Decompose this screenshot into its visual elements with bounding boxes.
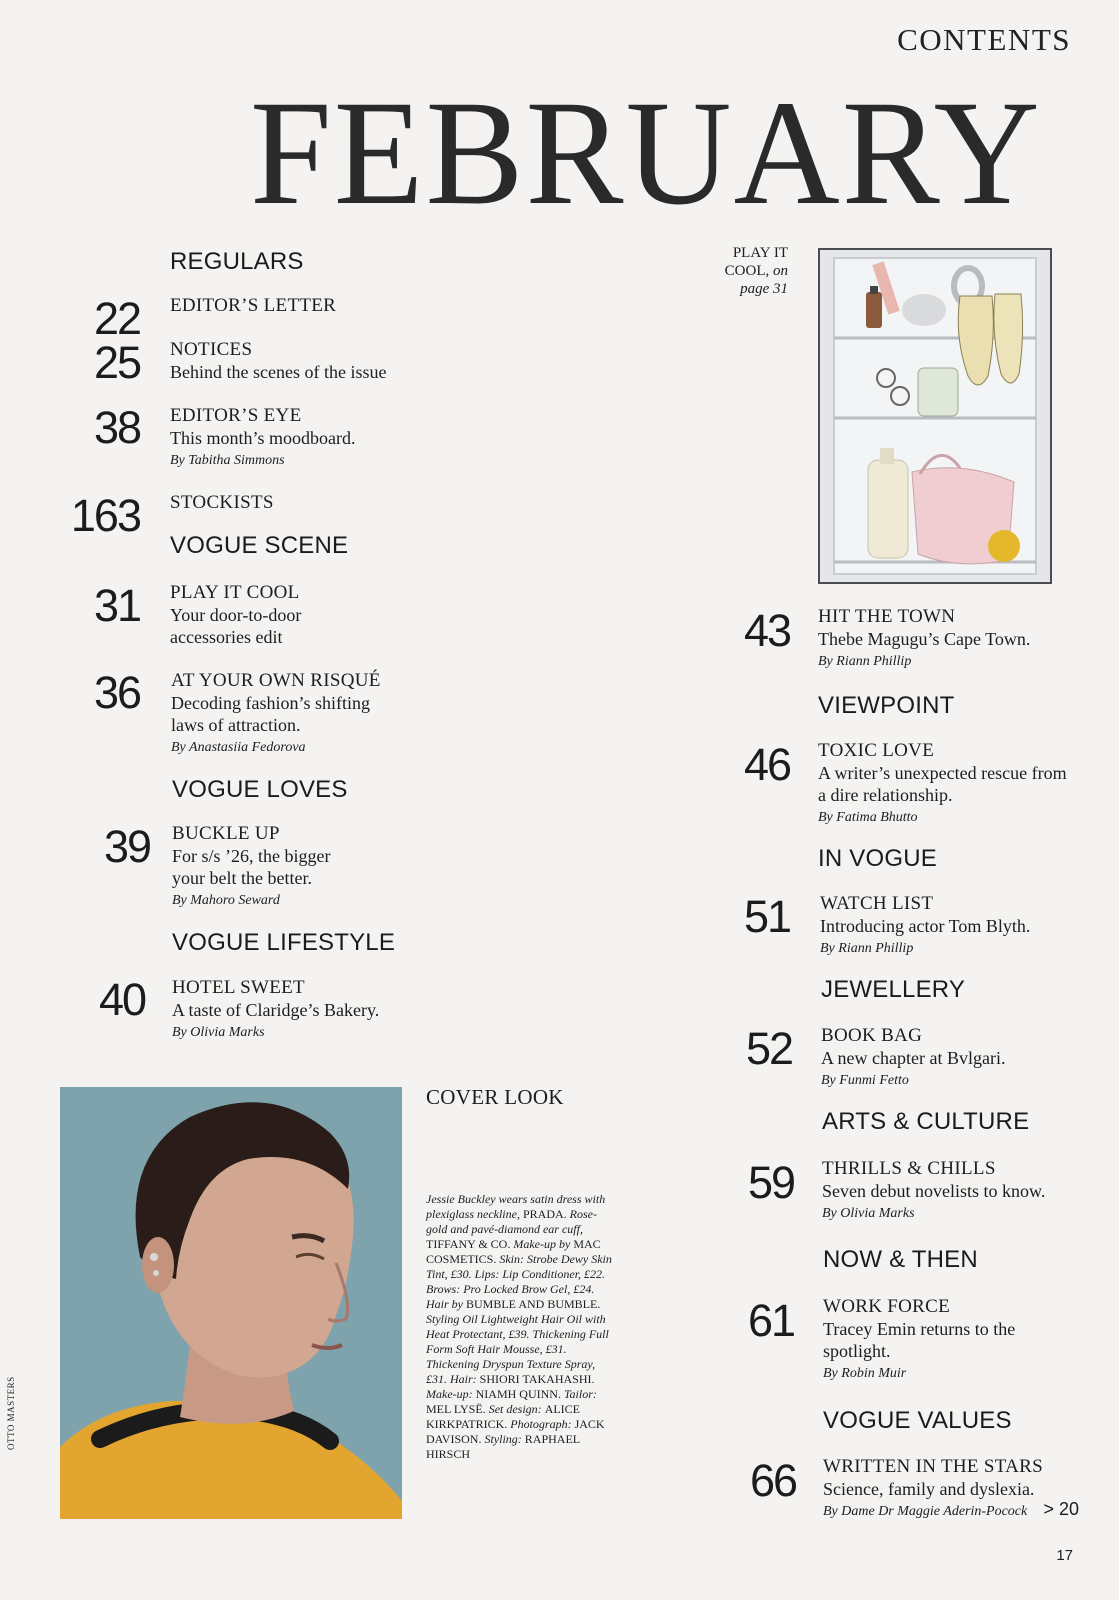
credit-text: ALICE KIRKPATRICK. — [426, 1402, 581, 1431]
page-number: 46 — [743, 739, 790, 790]
entry-description: Decoding fashion’s shifting laws of attraction. — [171, 693, 370, 735]
entry-description: A taste of Claridge’s Bakery. — [172, 1000, 380, 1020]
credit-text: JACK DAVISON. — [426, 1417, 605, 1446]
entry-title: EDITOR’S LETTER — [170, 295, 337, 316]
entry-byline: By Riann Phillip — [818, 654, 912, 669]
entry-title: BOOK BAG — [821, 1025, 923, 1046]
page-number: 40 — [98, 974, 145, 1025]
entry-byline: By Riann Phillip — [820, 941, 914, 956]
entry-description: Behind the scenes of the issue — [170, 362, 387, 382]
issue-month-title: FEBRUARY — [250, 70, 1042, 236]
cover-portrait-illustration — [60, 1087, 402, 1519]
page-number: 61 — [747, 1295, 794, 1346]
credit-text: MEL LYSË. — [426, 1402, 489, 1416]
photo-credit-vertical: OTTO MASTERS — [6, 1376, 16, 1450]
credit-text: Rose-gold and pavé-diamond ear cuff, — [426, 1207, 597, 1236]
toc-entry[interactable] — [170, 492, 500, 514]
fridge-illustration — [820, 250, 1050, 582]
credit-text: Tailor: — [563, 1387, 597, 1401]
toc-entry[interactable] — [822, 1158, 1119, 1225]
caption-text: COOL, — [724, 263, 770, 279]
credit-text: Skin: Strobe Dewy Skin Tint, £30. Lips: Lip Conditioner, £22. Brows: Pro Locked Brow Gel, £24. Hair by — [426, 1252, 612, 1311]
credit-text: PRADA. — [522, 1207, 570, 1221]
entry-description: Seven debut novelists to know. — [822, 1181, 1046, 1201]
section-vogue-scene: VOGUE SCENE — [170, 532, 349, 559]
page-number: 38 — [93, 402, 140, 453]
page-number: 163 — [70, 490, 140, 541]
entry-byline: By Dame Dr Maggie Aderin-Pocock — [823, 1504, 1028, 1519]
toc-entry[interactable] — [171, 670, 386, 759]
caption-line: PLAY IT — [732, 245, 788, 261]
section-regulars: REGULARS — [170, 248, 304, 275]
section-vogue-values: VOGUE VALUES — [823, 1407, 1012, 1434]
entry-byline: By Olivia Marks — [172, 1025, 265, 1040]
section-vogue-lifestyle: VOGUE LIFESTYLE — [172, 929, 396, 956]
cover-credits — [426, 1192, 612, 1462]
page-number: 39 — [103, 821, 150, 872]
caption-line: page 31 — [740, 281, 788, 297]
credit-text: Set design: — [488, 1402, 545, 1416]
credit-text: Styling Oil Lightweight Hair Oil with Heat Protectant, £39. Thickening Full Form Soft Hair Mousse, £31. Thickening Dryspun Texture Spray, £31. Hair: — [426, 1312, 609, 1386]
continued-arrow[interactable]: > 20 — [1043, 1499, 1079, 1519]
entry-description: Thebe Magugu’s Cape Town. — [818, 629, 1031, 649]
entry-description: Tracey Emin returns to the spotlight. — [823, 1319, 1016, 1361]
page-number: 51 — [743, 891, 790, 942]
credit-text: Make-up by — [513, 1237, 574, 1251]
toc-entry[interactable] — [170, 295, 500, 317]
entry-byline: By Mahoro Seward — [172, 893, 280, 908]
entry-description: A writer’s unexpected rescue from a dire relationship. — [818, 763, 1067, 805]
toc-entry[interactable] — [170, 405, 500, 472]
toc-entry[interactable] — [823, 1456, 1063, 1523]
page-folio: 17 — [1056, 1547, 1073, 1564]
entry-byline: By Funmi Fetto — [821, 1073, 909, 1088]
entry-title: HIT THE TOWN — [818, 606, 956, 627]
credit-text: Photograph: — [510, 1417, 575, 1431]
entry-description: A new chapter at Bvlgari. — [821, 1048, 1006, 1068]
section-viewpoint: VIEWPOINT — [818, 692, 955, 719]
page-number: 52 — [745, 1023, 792, 1074]
entry-title: PLAY IT COOL — [170, 582, 300, 603]
section-jewellery: JEWELLERY — [821, 976, 966, 1003]
entry-byline: By Anastasiia Fedorova — [171, 740, 306, 755]
page-number: 25 — [93, 337, 140, 388]
credit-text: Make-up: — [426, 1387, 476, 1401]
toc-entry[interactable] — [818, 740, 1068, 829]
page-number: 59 — [747, 1157, 794, 1208]
section-now-then: NOW & THEN — [823, 1246, 978, 1273]
toc-entry[interactable] — [818, 606, 1119, 673]
page-number: 43 — [743, 605, 790, 656]
toc-entry[interactable] — [170, 339, 500, 383]
entry-title: BUCKLE UP — [172, 823, 280, 844]
toc-entry[interactable] — [820, 893, 1119, 960]
credit-text: TIFFANY & CO. — [426, 1237, 514, 1251]
entry-byline: By Fatima Bhutto — [818, 810, 918, 825]
section-in-vogue: IN VOGUE — [818, 845, 937, 872]
credit-text: NIAMH QUINN. — [475, 1387, 564, 1401]
cover-look-heading: COVER LOOK — [426, 1085, 564, 1109]
credit-text: Styling: — [484, 1432, 525, 1446]
fridge-accessories-photo[interactable] — [818, 248, 1052, 584]
entry-description: Science, family and dyslexia. — [823, 1479, 1035, 1499]
entry-title: EDITOR’S EYE — [170, 405, 302, 426]
photo-caption — [704, 244, 788, 298]
page-number: 31 — [93, 580, 140, 631]
cover-portrait-photo[interactable] — [60, 1087, 402, 1519]
page-number: 36 — [93, 667, 140, 718]
toc-entry[interactable] — [821, 1025, 1119, 1092]
credit-text: MAC COSMETICS. — [426, 1237, 601, 1266]
entry-title: WATCH LIST — [820, 893, 934, 914]
entry-title: STOCKISTS — [170, 492, 274, 513]
entry-title: WRITTEN IN THE STARS — [823, 1456, 1043, 1477]
entry-byline: By Tabitha Simmons — [170, 453, 285, 468]
toc-entry[interactable] — [172, 823, 362, 912]
entry-description: For s/s ’26, the bigger your belt the better. — [172, 846, 331, 888]
entry-byline: By Robin Muir — [823, 1366, 907, 1381]
caption-text: on — [773, 263, 788, 279]
entry-description: Introducing actor Tom Blyth. — [820, 916, 1031, 936]
credit-text: RAPHAEL HIRSCH — [426, 1432, 580, 1461]
toc-entry[interactable] — [823, 1296, 1023, 1385]
entry-title: WORK FORCE — [823, 1296, 951, 1317]
toc-entry[interactable] — [170, 582, 330, 648]
page-number: 66 — [749, 1455, 796, 1506]
entry-byline: By Olivia Marks — [822, 1206, 915, 1221]
toc-entry[interactable] — [172, 977, 502, 1044]
entry-title: NOTICES — [170, 339, 253, 360]
section-vogue-loves: VOGUE LOVES — [172, 776, 348, 803]
contents-label: CONTENTS — [897, 22, 1071, 57]
credit-text: SHIORI TAKAHASHI. — [479, 1372, 595, 1386]
entry-description: This month’s moodboard. — [170, 428, 356, 448]
credit-text: Jessie Buckley wears satin dress with plexiglass neckline, — [426, 1192, 606, 1221]
caption-line — [704, 262, 788, 280]
entry-description: Your door-to-door accessories edit — [170, 605, 302, 647]
entry-title: THRILLS & CHILLS — [822, 1158, 996, 1179]
entry-title: AT YOUR OWN RISQUÉ — [171, 670, 381, 691]
page-number: 22 — [93, 293, 140, 344]
section-arts-culture: ARTS & CULTURE — [822, 1108, 1030, 1135]
entry-title: HOTEL SWEET — [172, 977, 305, 998]
credit-text: BUMBLE AND BUMBLE. — [466, 1297, 601, 1311]
entry-title: TOXIC LOVE — [818, 740, 935, 761]
